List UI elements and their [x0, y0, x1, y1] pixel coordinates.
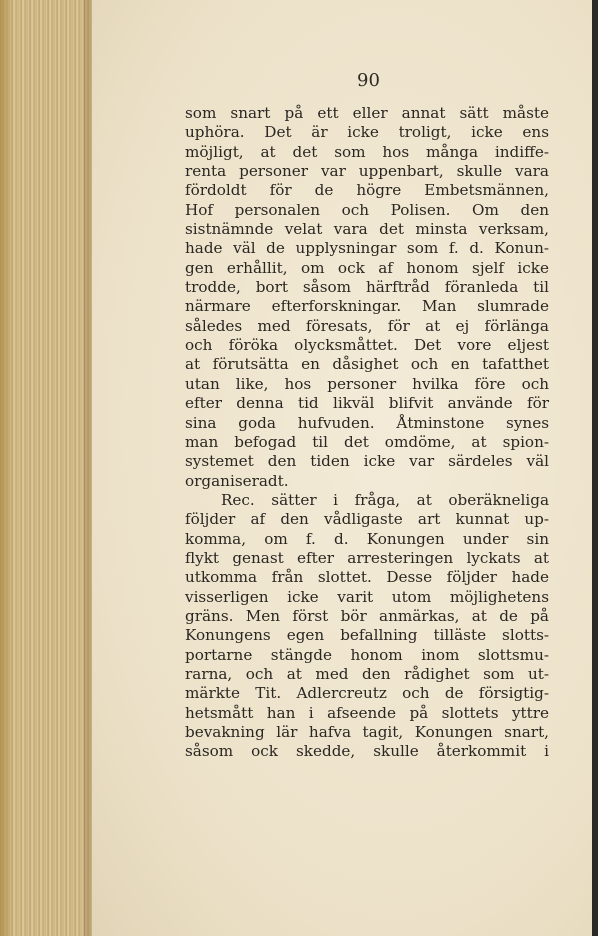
text-line: komma, om f. d. Konungen under sin	[185, 529, 549, 548]
text-line: möjligt, at det som hos många indiffe-	[185, 142, 549, 161]
text-line: systemet den tiden icke var särdeles väl	[185, 452, 549, 471]
text-line: Rec. sätter i fråga, at oberäkneliga	[221, 490, 549, 509]
book-binding-edge	[0, 0, 92, 936]
scan-border	[592, 0, 598, 936]
text-line: utkomma från slottet. Desse följder hade	[185, 568, 549, 587]
text-line: uphöra. Det är icke troligt, icke ens	[185, 123, 549, 142]
text-line: bevakning lär hafva tagit, Konungen snart,	[185, 723, 549, 741]
text-line: fördoldt för de högre Embetsmännen,	[185, 181, 549, 200]
text-line: gräns. Men först bör anmärkas, at de på	[185, 606, 549, 625]
text-line: at förutsätta en dåsighet och en tafatthet	[185, 355, 549, 374]
text-line: hetsmått han i afseende på slottets yttre	[185, 703, 549, 722]
text-line: närmare efterforskningar. Man slumrade	[185, 297, 549, 316]
text-line: organiseradt.	[185, 471, 289, 490]
text-line: utan like, hos personer hvilka före och	[185, 374, 549, 393]
text-line: flykt genast efter arresteringen lyckats at	[185, 548, 549, 567]
text-line: renta personer var uppenbart, skulle vara	[185, 162, 549, 181]
text-line: sistnämnde velat vara det minsta verksam,	[185, 220, 549, 239]
text-line: visserligen icke varit utom möjlighetens	[185, 587, 549, 606]
text-line: således med föresats, för at ej förlänga	[185, 316, 549, 335]
text-line: sina goda hufvuden. Åtminstone synes	[185, 413, 549, 432]
page-sheet	[92, 0, 592, 936]
text-line: efter denna tid likväl blifvit använde för	[185, 394, 549, 413]
text-line: följder af den vådligaste art kunnat up-	[185, 510, 549, 529]
text-line: rarna, och at med den rådighet som ut-	[185, 664, 549, 683]
text-line: som snart på ett eller annat sätt måste	[185, 104, 549, 122]
text-line: och föröka olycksmåttet. Det vore eljest	[185, 336, 549, 355]
body-text	[185, 104, 549, 762]
text-line: man befogad til det omdöme, at spion-	[185, 432, 549, 451]
text-line: Hof personalen och Polisen. Om den	[185, 200, 549, 219]
text-line: märkte Tit. Adlercreutz och de försigtig-	[185, 684, 549, 703]
text-line: hade väl de upplysningar som f. d. Konun-	[185, 239, 549, 258]
text-line: trodde, bort såsom härftråd föranleda til	[185, 278, 549, 297]
text-line: portarne stängde honom inom slottsmu-	[185, 645, 549, 664]
text-line: Konungens egen befallning tilläste slotts-	[185, 626, 549, 645]
text-line: såsom ock skedde, skulle återkommit i	[185, 742, 549, 761]
text-line: gen erhållit, om ock af honom sjelf icke	[185, 258, 549, 277]
page-number: 90	[357, 70, 380, 91]
